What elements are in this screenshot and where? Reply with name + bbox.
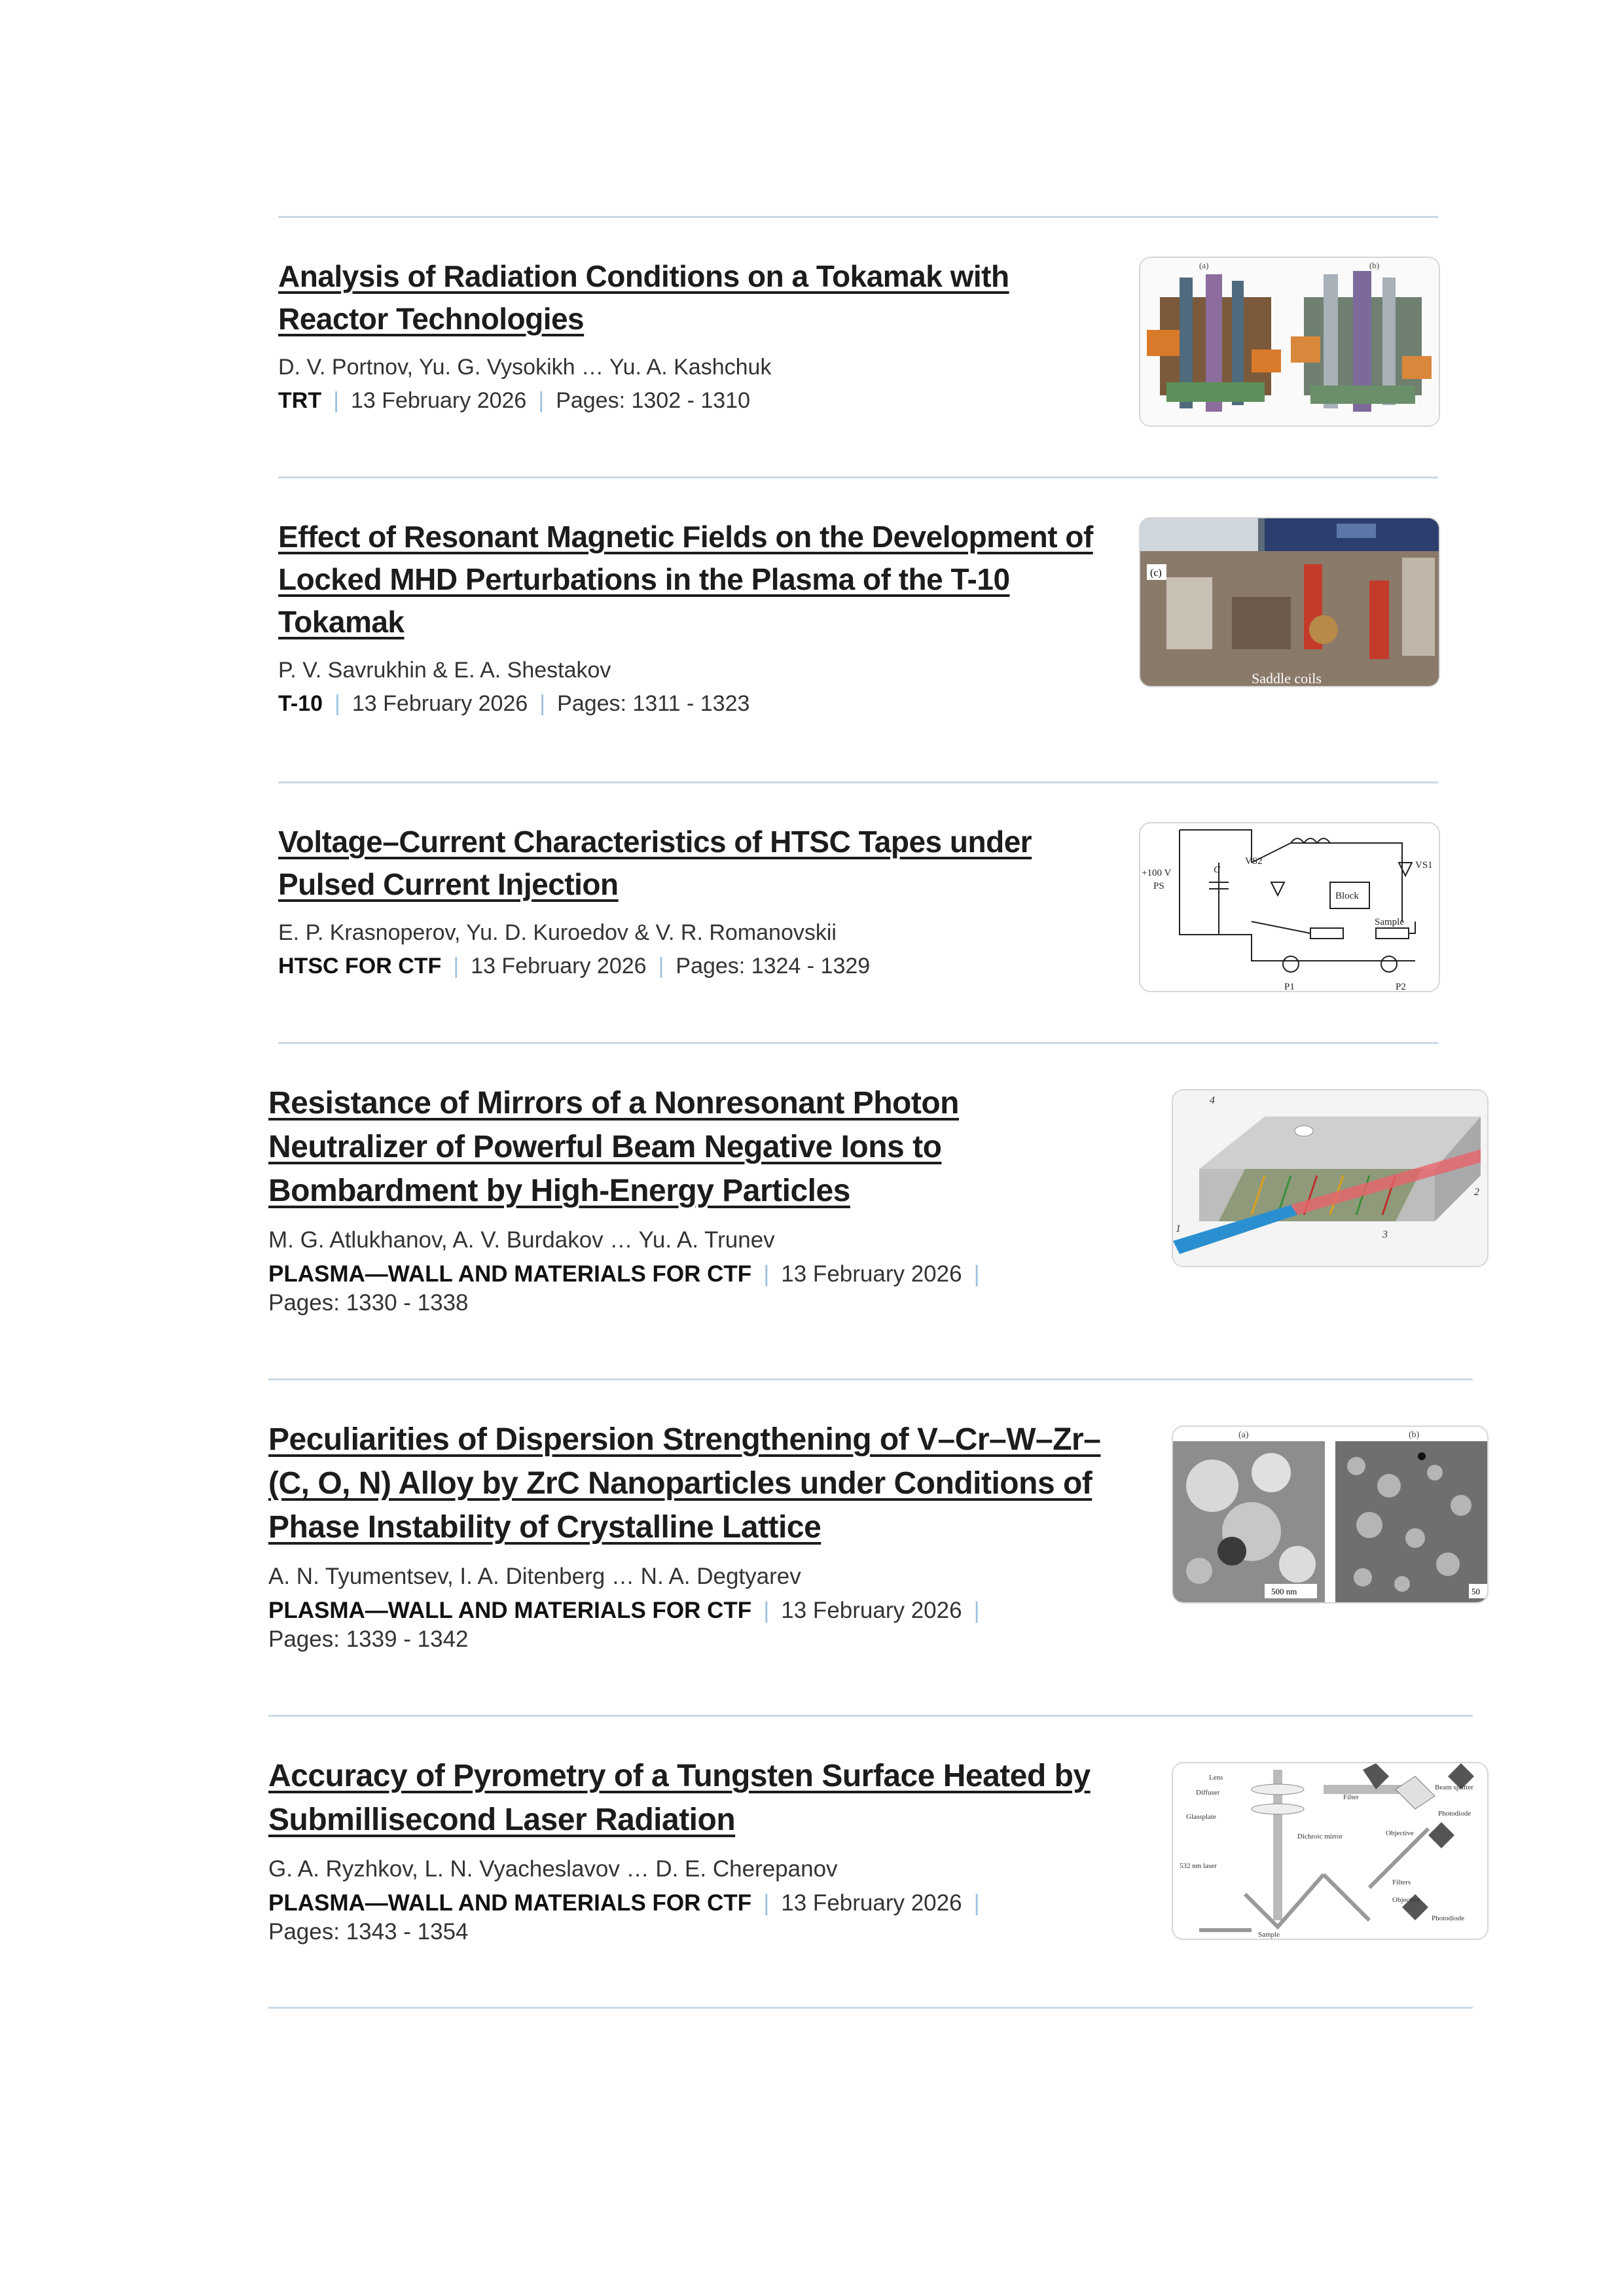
figure-label: (a) bbox=[1238, 1430, 1249, 1440]
article-authors: E. P. Krasnoperov, Yu. D. Kuroedov & V. R. Romanovskii bbox=[278, 920, 837, 945]
journal-section-link[interactable]: PLASMA—WALL AND MATERIALS FOR CTF bbox=[268, 1261, 752, 1287]
journal-section-link[interactable]: PLASMA—WALL AND MATERIALS FOR CTF bbox=[268, 1890, 752, 1916]
figure-label: 532 nm laser bbox=[1180, 1862, 1217, 1870]
divider bbox=[278, 781, 1438, 783]
figure-label: (b) bbox=[1409, 1430, 1420, 1440]
journal-section-link[interactable]: TRT bbox=[278, 388, 322, 413]
page-range: Pages: 1343 - 1354 bbox=[268, 1919, 469, 1945]
article-item bbox=[278, 821, 1090, 979]
article-authors: P. V. Savrukhin & E. A. Shestakov bbox=[278, 658, 611, 683]
article-item bbox=[268, 1081, 1119, 1318]
article-authors: D. V. Portnov, Yu. G. Vysokikh … Yu. A. Kashchuk bbox=[278, 355, 772, 380]
article-meta: PLASMA—WALL AND MATERIALS FOR CTF | 13 February 2026 | Pages: 1339 - 1342 bbox=[268, 1598, 980, 1652]
publication-date: 13 February 2026 bbox=[781, 1261, 962, 1287]
publication-date: 13 February 2026 bbox=[781, 1890, 962, 1916]
figure-label: C bbox=[1214, 865, 1221, 875]
figure-label: VS2 bbox=[1245, 856, 1263, 867]
figure-label: Filters bbox=[1392, 1878, 1411, 1886]
article-item bbox=[278, 255, 1090, 414]
article-authors: A. N. Tyumentsev, I. A. Ditenberg … N. A. Degtyarev bbox=[268, 1564, 801, 1589]
figure-label: (c) bbox=[1150, 567, 1162, 579]
figure-label: Objective bbox=[1392, 1896, 1420, 1904]
figure-label: Photodiode bbox=[1432, 1914, 1465, 1922]
article-meta: PLASMA—WALL AND MATERIALS FOR CTF | 13 February 2026 | Pages: 1343 - 1354 bbox=[268, 1890, 980, 1945]
figure-label: Glassplate bbox=[1186, 1813, 1216, 1821]
divider bbox=[278, 216, 1438, 218]
figure-label: P1 bbox=[1284, 982, 1295, 991]
figure-label: Photodiode bbox=[1438, 1810, 1471, 1818]
tokamak-hardware-photo-icon bbox=[1140, 518, 1439, 686]
article-figure-thumbnail[interactable] bbox=[1172, 1089, 1489, 1267]
figure-label: Lens bbox=[1209, 1774, 1223, 1782]
tokamak-cutaway-render-icon bbox=[1140, 258, 1439, 425]
figure-label: 1 bbox=[1176, 1223, 1181, 1234]
publication-date: 13 February 2026 bbox=[781, 1598, 962, 1623]
figure-label: 3 bbox=[1382, 1229, 1388, 1240]
figure-label: (a) bbox=[1199, 260, 1209, 270]
publication-date: 13 February 2026 bbox=[350, 388, 527, 413]
article-title-link[interactable]: Effect of Resonant Magnetic Fields on the Development of Locked MHD Perturbations in the Plasma of the T-10 Tokamak bbox=[278, 520, 1093, 639]
figure-label: 500 nm bbox=[1271, 1587, 1297, 1596]
figure-label: Beam splitter bbox=[1435, 1784, 1473, 1791]
figure-label: Diffuser bbox=[1196, 1789, 1220, 1797]
page-range: Pages: 1324 - 1329 bbox=[676, 954, 871, 978]
figure-label: Sample bbox=[1258, 1931, 1280, 1939]
figure-label: 4 bbox=[1210, 1095, 1215, 1106]
page-range: Pages: 1311 - 1323 bbox=[557, 691, 750, 716]
article-item bbox=[278, 516, 1103, 717]
photon-neutralizer-render-icon bbox=[1173, 1090, 1487, 1266]
article-authors: G. A. Ryzhkov, L. N. Vyacheslavov … D. E. Cherepanov bbox=[268, 1856, 838, 1882]
divider bbox=[278, 476, 1438, 478]
article-meta: T-10 | 13 February 2026 | Pages: 1311 - 1323 bbox=[278, 691, 750, 716]
figure-label: (b) bbox=[1369, 260, 1380, 270]
article-figure-thumbnail[interactable] bbox=[1172, 1426, 1489, 1604]
figure-label: Dichroic mirror bbox=[1297, 1833, 1343, 1840]
figure-label: 50 bbox=[1471, 1587, 1480, 1596]
article-item bbox=[268, 1754, 1119, 1946]
divider bbox=[278, 1042, 1438, 1044]
figure-label: Filter bbox=[1343, 1793, 1359, 1801]
article-figure-thumbnail[interactable] bbox=[1139, 822, 1440, 992]
article-title-link[interactable]: Accuracy of Pyrometry of a Tungsten Surface Heated by Submillisecond Laser Radiation bbox=[268, 1759, 1091, 1837]
figure-label: Sample bbox=[1375, 917, 1404, 927]
page-range: Pages: 1330 - 1338 bbox=[268, 1290, 469, 1316]
journal-section-link[interactable]: T-10 bbox=[278, 691, 323, 716]
article-title-link[interactable]: Analysis of Radiation Conditions on a Tokamak with Reactor Technologies bbox=[278, 259, 1009, 336]
figure-label: VS1 bbox=[1415, 860, 1433, 870]
article-title-link[interactable]: Voltage–Current Characteristics of HTSC Tapes under Pulsed Current Injection bbox=[278, 825, 1032, 901]
figure-label: Objective bbox=[1386, 1829, 1414, 1837]
publication-date: 13 February 2026 bbox=[352, 691, 528, 716]
publication-date: 13 February 2026 bbox=[471, 954, 647, 978]
optical-setup-diagram-icon bbox=[1173, 1763, 1487, 1939]
journal-section-link[interactable]: PLASMA—WALL AND MATERIALS FOR CTF bbox=[268, 1598, 752, 1623]
article-item bbox=[268, 1418, 1119, 1654]
article-figure-thumbnail[interactable] bbox=[1172, 1762, 1489, 1940]
article-meta: TRT | 13 February 2026 | Pages: 1302 - 1310 bbox=[278, 388, 750, 413]
figure-label: Block bbox=[1335, 891, 1359, 901]
figure-label: 2 bbox=[1474, 1187, 1479, 1198]
article-title-link[interactable]: Peculiarities of Dispersion Strengthening of V–Cr–W–Zr–(C, O, N) Alloy by ZrC Nanoparticles under Conditions of Phase Instability of Crystalline Lattice bbox=[268, 1422, 1101, 1545]
divider bbox=[268, 1378, 1473, 1380]
figure-label: +100 V bbox=[1142, 868, 1172, 878]
article-authors: M. G. Atlukhanov, A. V. Burdakov … Yu. A. Trunev bbox=[268, 1227, 775, 1253]
figure-label: P2 bbox=[1396, 982, 1406, 991]
page-range: Pages: 1339 - 1342 bbox=[268, 1626, 469, 1652]
article-meta: PLASMA—WALL AND MATERIALS FOR CTF | 13 February 2026 | Pages: 1330 - 1338 bbox=[268, 1261, 980, 1316]
figure-label: PS bbox=[1153, 881, 1164, 891]
article-title-link[interactable]: Resistance of Mirrors of a Nonresonant Photon Neutralizer of Powerful Beam Negative Ions to Bombardment by High-Energy Particles bbox=[268, 1086, 959, 1208]
journal-section-link[interactable]: HTSC FOR CTF bbox=[278, 954, 442, 978]
electron-micrograph-icon bbox=[1173, 1427, 1487, 1602]
divider bbox=[268, 2007, 1473, 2009]
circuit-diagram-icon bbox=[1140, 823, 1439, 991]
divider bbox=[268, 1715, 1473, 1717]
article-figure-thumbnail[interactable] bbox=[1139, 257, 1440, 427]
article-meta: HTSC FOR CTF | 13 February 2026 | Pages: 1324 - 1329 bbox=[278, 954, 871, 978]
figure-label: Saddle coils bbox=[1252, 670, 1322, 686]
page-range: Pages: 1302 - 1310 bbox=[556, 388, 750, 413]
article-figure-thumbnail[interactable] bbox=[1139, 517, 1440, 687]
